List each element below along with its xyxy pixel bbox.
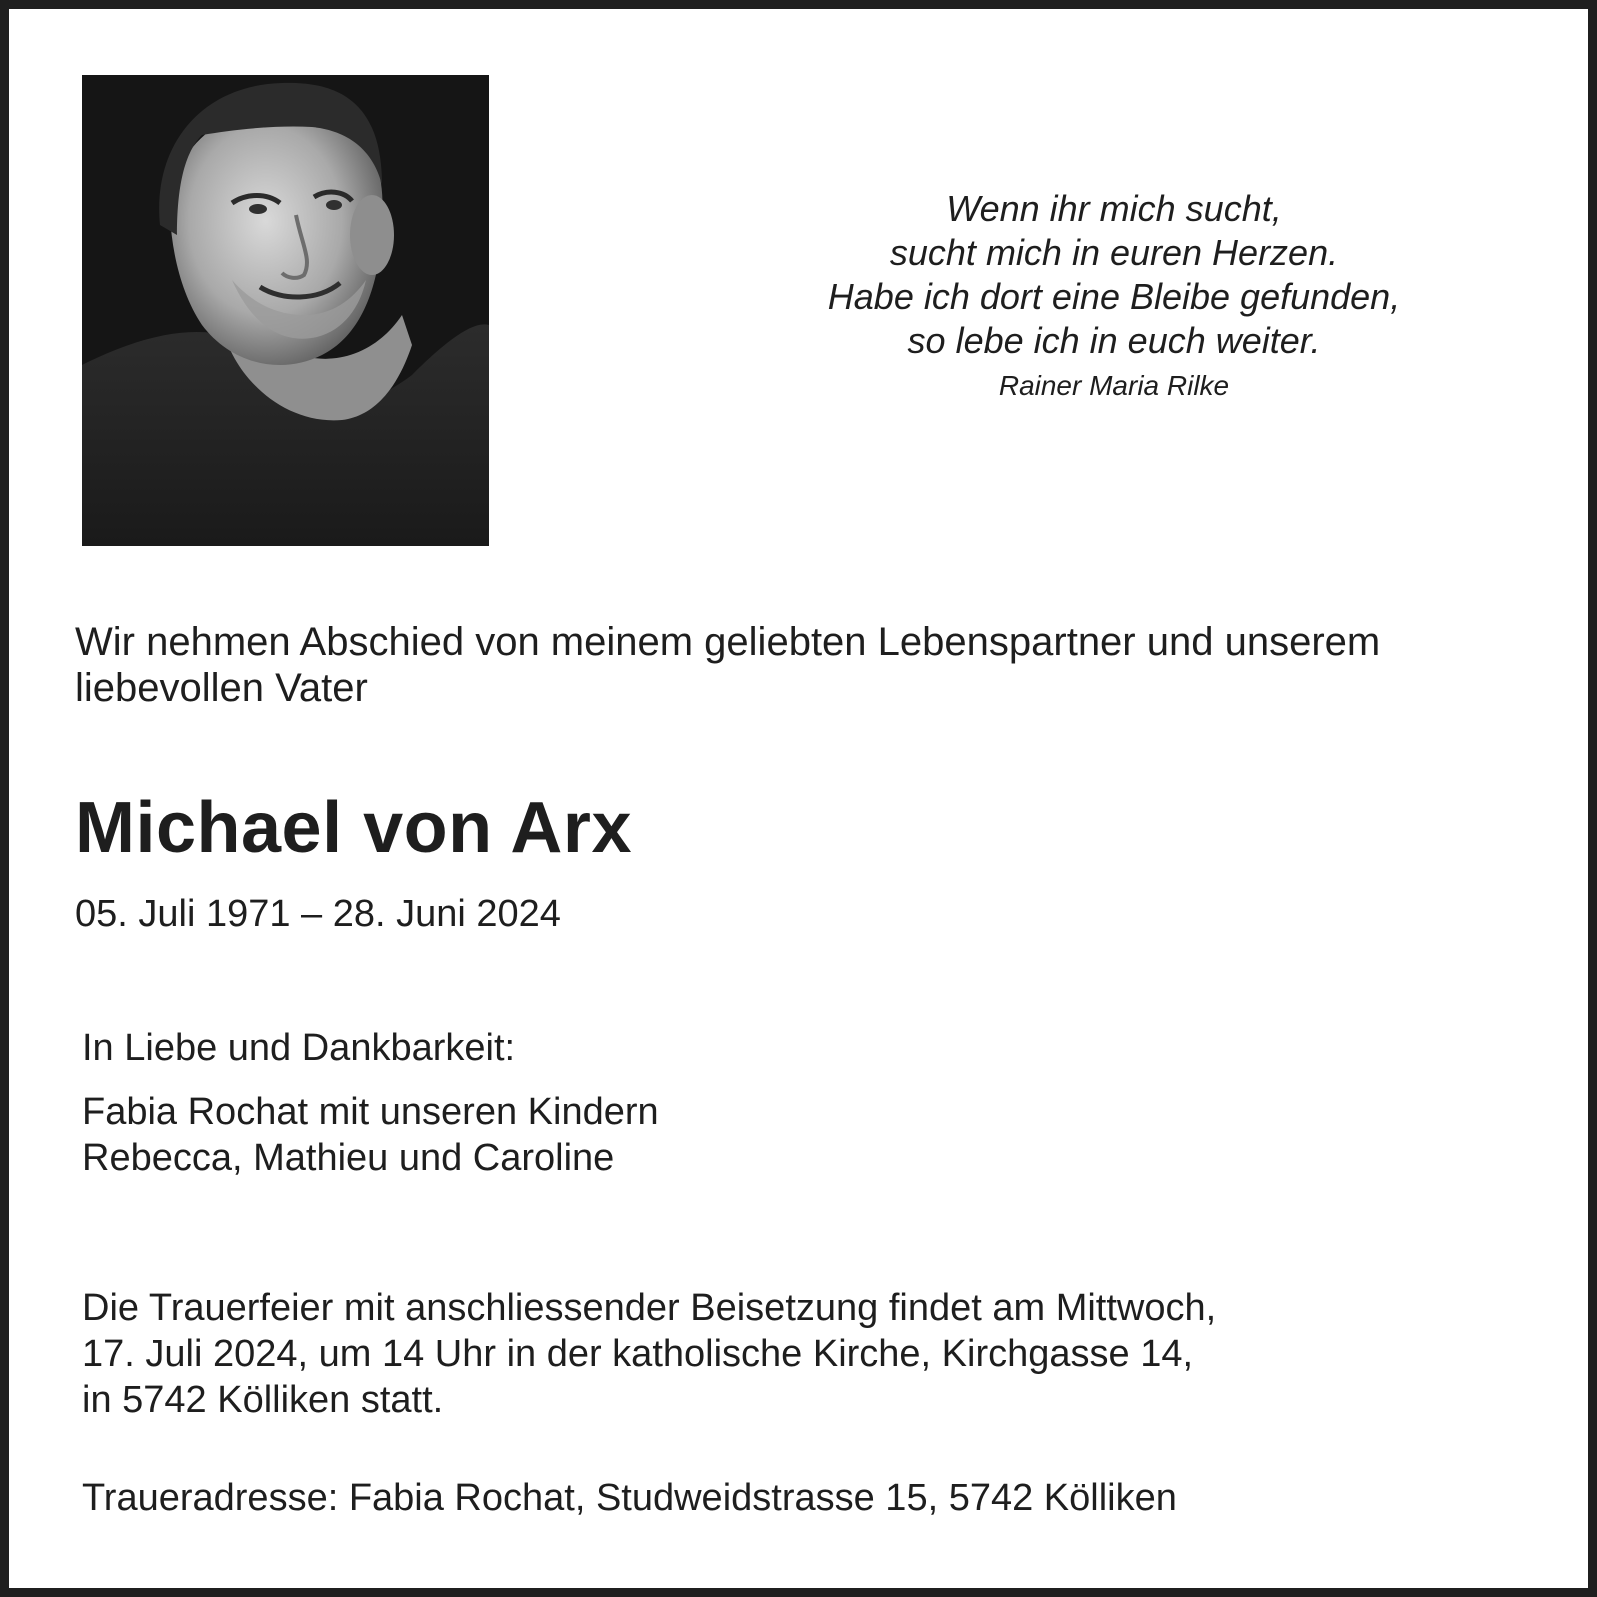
service-line: 17. Juli 2024, um 14 Uhr in der katholische Kirche, Kirchgasse 14, <box>82 1333 1194 1375</box>
quote-line: sucht mich in euren Herzen. <box>889 232 1339 273</box>
portrait-illustration <box>82 75 489 546</box>
mourning-address: Traueradresse: Fabia Rochat, Studweidstrasse 15, 5742 Kölliken <box>82 1477 1177 1519</box>
deceased-name: Michael von Arx <box>75 788 632 868</box>
mourners-list <box>82 1089 659 1181</box>
life-dates: 05. Juli 1971 – 28. Juni 2024 <box>75 893 561 935</box>
mourners-heading: In Liebe und Dankbarkeit: <box>82 1027 516 1069</box>
funeral-service-info <box>82 1285 1502 1423</box>
intro-line: liebevollen Vater <box>75 666 368 710</box>
service-line: in 5742 Kölliken statt. <box>82 1379 444 1421</box>
quote-line: Wenn ihr mich sucht, <box>946 188 1282 229</box>
mourner-line: Fabia Rochat mit unseren Kindern <box>82 1091 659 1133</box>
portrait-photo <box>82 75 489 546</box>
memorial-quote <box>709 187 1519 403</box>
service-line: Die Trauerfeier mit anschliessender Beisetzung findet am Mittwoch, <box>82 1287 1217 1329</box>
intro-line: Wir nehmen Abschied von meinem geliebten Lebenspartner und unserem <box>75 620 1381 664</box>
mourner-line: Rebecca, Mathieu und Caroline <box>82 1137 615 1179</box>
quote-line: so lebe ich in euch weiter. <box>907 320 1321 361</box>
farewell-intro <box>75 619 1535 711</box>
quote-author: Rainer Maria Rilke <box>998 370 1230 401</box>
quote-line: Habe ich dort eine Bleibe gefunden, <box>827 276 1401 317</box>
